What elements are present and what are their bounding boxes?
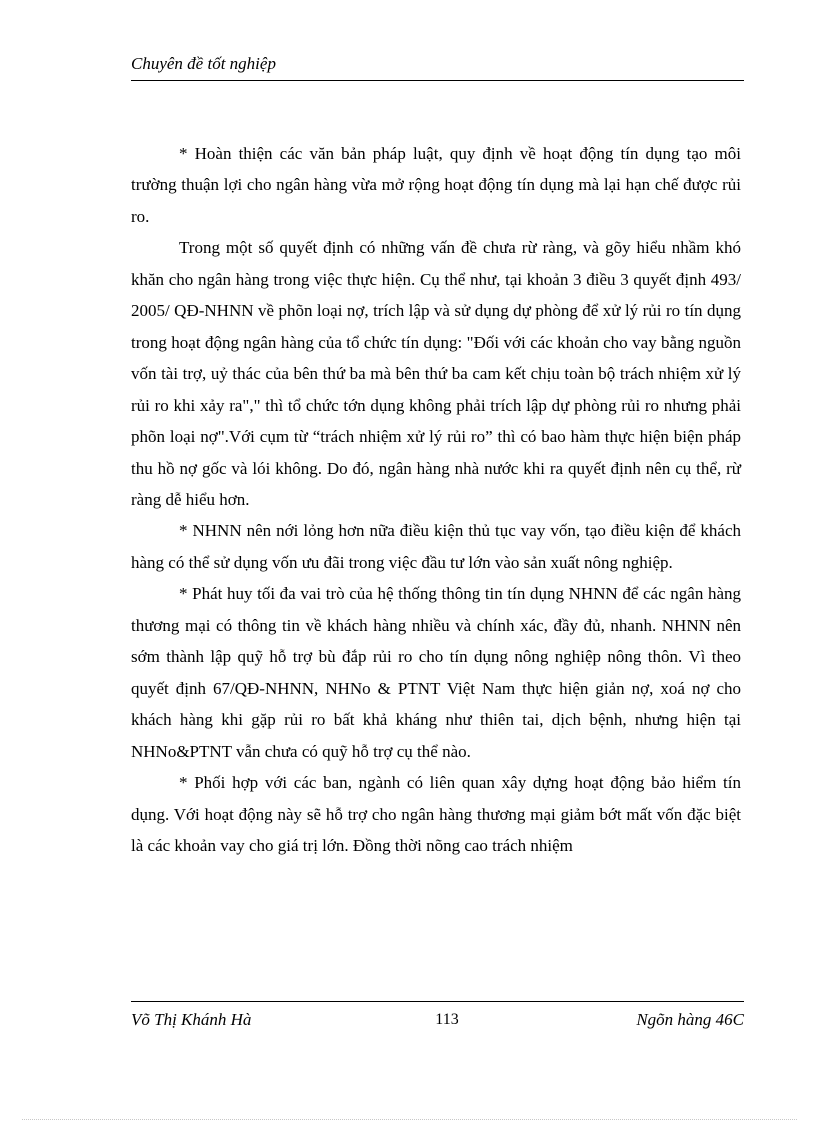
page-edge-divider [22,1119,797,1120]
paragraph-legal-documents: * Hoàn thiện các văn bản pháp luật, quy định về hoạt động tín dụng tạo môi trường thuận lợi cho ngân hàng vừa mở rộng hoạt động tín dụng mà lại hạn chế được rủi ro. [131,144,741,226]
paragraph-credit-information: * Phát huy tối đa vai trò của hệ thống thông tin tín dụng NHNN để các ngân hàng thương mại có thông tin về khách hàng nhiều và chính xác, đầy đủ, nhanh. NHNN nên sớm thành lập quỹ hỗ trợ bù đắp rủi ro cho tín dụng nông nghiệp nông thôn. Vì theo quyết định 67/QĐ-NHNN, NHNo & PTNT Việt Nam thực hiện giản nợ, xoá nợ cho khách hàng khi gặp rủi ro bất khả kháng như thiên tai, dịch bệnh, nhưng hiện tại NHNo&PTNT vẫn chưa có quỹ hỗ trợ cụ thể nào. [131,584,741,761]
header-title: Chuyên đề tốt nghiệp [131,54,276,73]
paragraph-loan-procedures: * NHNN nên nới lỏng hơn nữa điều kiện thủ tục vay vốn, tạo điều kiện để khách hàng có thể sử dụng vốn ưu đãi trong việc đầu tư lớn vào sản xuất nông nghiệp. [131,521,741,572]
main-content [131,138,741,861]
footer-author: Võ Thị Khánh Hà [131,1010,252,1029]
paragraph-unclear-regulations: Trong một số quyết định có những vấn đề chưa rừ ràng, và gõy hiểu nhầm khó khăn cho ngân hàng trong việc thực hiện. Cụ thể như, tại khoản 3 điều 3 quyết định 493/ 2005/ QĐ-NHNN về phõn loại nợ, trích lập và sử dụng dự phòng để xử lý rủi ro tín dụng trong hoạt động ngân hàng của tổ chức tín dụng: "Đối với các khoản cho vay bằng nguồn vốn tài trợ, uỷ thác của bên thứ ba mà bên thứ ba cam kết chịu toàn bộ trách nhiệm xử lý rủi ro khi xảy ra"," thì tổ chức tớn dụng không phải trích lập dự phòng rủi ro nhưng phải phõn loại nợ".Với cụm từ “trách nhiệm xử lý rủi ro” thì có bao hàm thực hiện biện pháp thu hồ nợ gốc và lói không. Do đó, ngân hàng nhà nước khi ra quyết định nên cụ thể, rừ ràng dễ hiểu hơn. [131,238,741,509]
paragraph-credit-insurance: * Phối hợp với các ban, ngành có liên quan xây dựng hoạt động bảo hiểm tín dụng. Với hoạt động này sẽ hỗ trợ cho ngân hàng thương mại giảm bớt mất vốn đặc biệt là các khoản vay cho giá trị lớn. Đồng thời nõng cao trách nhiệm [131,773,741,855]
header-rule [131,80,744,81]
footer-class-name: Ngõn hàng 46C [636,1010,744,1029]
page-number: 113 [435,1011,459,1028]
footer-rule [131,1001,744,1002]
